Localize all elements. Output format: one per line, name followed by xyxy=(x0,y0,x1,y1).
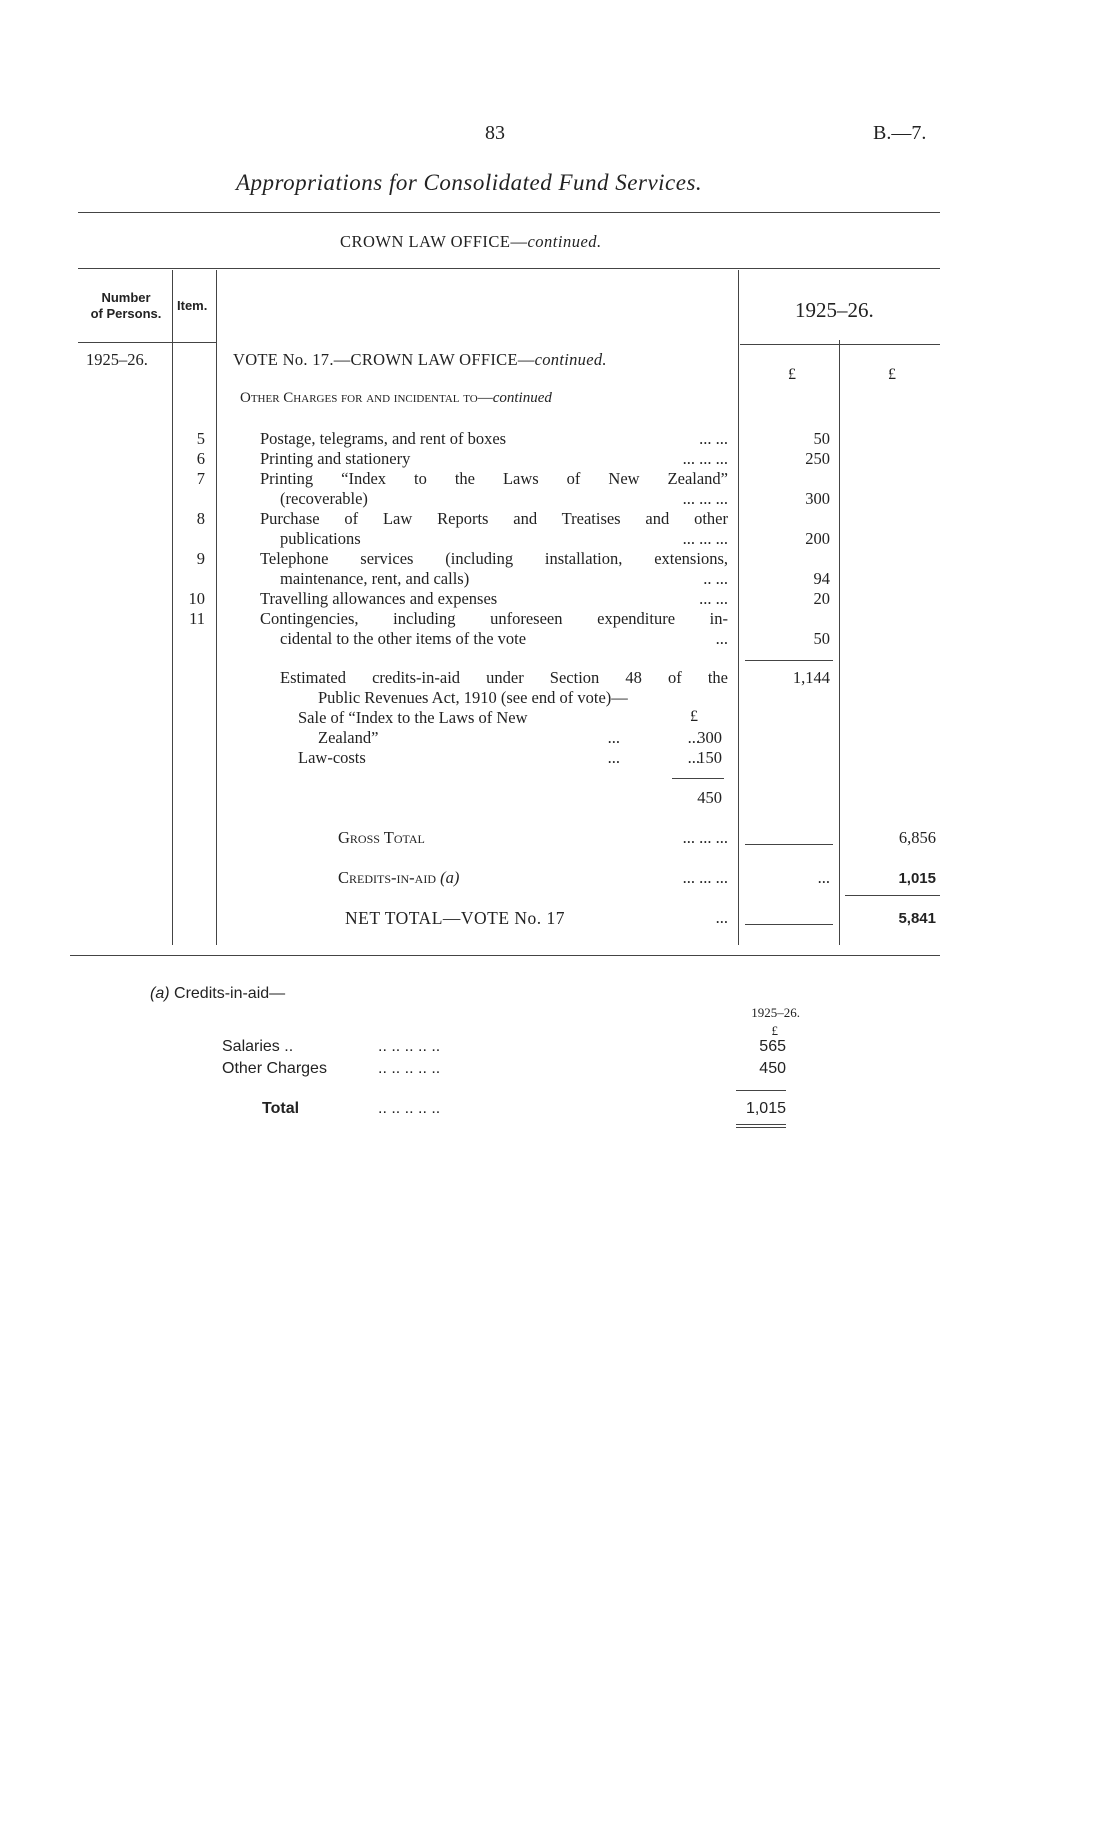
vote-heading-continued: continued. xyxy=(534,350,607,369)
credits-in-aid-ref: (a) xyxy=(440,868,460,887)
item-leaders: .. ... xyxy=(703,569,728,588)
item-number: 11 xyxy=(189,609,205,628)
item-description: Telephone services (including installation, extensions, xyxy=(260,549,728,568)
net-total-value: 5,841 xyxy=(898,910,936,927)
table-top-rule xyxy=(78,268,940,269)
item-leaders: ... ... ... xyxy=(682,489,728,508)
item-amount: 94 xyxy=(813,569,830,588)
column-header-persons-line2: of Persons. xyxy=(90,306,162,321)
item-description-line2: cidental to the other items of the vote xyxy=(280,629,527,648)
item-leaders: ... xyxy=(715,629,728,648)
gross-total-leaders: ... ... ... xyxy=(682,828,728,847)
column-rule-amounts xyxy=(839,340,840,945)
net-total-rule xyxy=(745,924,833,925)
credits-lawcosts-leaders: ... xyxy=(607,748,620,767)
pound-sign-col2: £ xyxy=(888,366,896,383)
item-description: Postage, telegrams, and rent of boxes xyxy=(260,429,507,448)
section-heading xyxy=(340,232,602,252)
net-total-leaders: ... xyxy=(715,908,728,927)
footnote-heading-text: Credits-in-aid— xyxy=(174,985,286,1002)
footnote-double-rule-top xyxy=(736,1124,786,1125)
item-number: 10 xyxy=(188,589,205,608)
item-amount: 20 xyxy=(813,589,830,608)
subtotal-amount: 1,144 xyxy=(792,668,830,687)
item-number: 9 xyxy=(196,549,205,568)
footnote-row-leaders: .. .. .. .. .. xyxy=(378,1060,441,1077)
title-rule xyxy=(78,212,940,213)
item-description: Travelling allowances and expenses xyxy=(260,589,498,608)
item-description-line2: publications xyxy=(280,529,361,548)
persons-year: 1925–26. xyxy=(86,350,148,369)
other-charges-heading-main: Other Charges for and incidental to— xyxy=(240,390,493,406)
credits-in-aid-leaders: ... ... ... xyxy=(682,868,728,887)
item-amount: 50 xyxy=(813,629,830,648)
gross-total-label xyxy=(338,828,425,848)
document-reference: B.—7. xyxy=(873,122,927,144)
page-number: 83 xyxy=(485,122,505,144)
footnote-row-label: Other Charges xyxy=(222,1060,327,1077)
footnote-row-leaders: .. .. .. .. .. xyxy=(378,1038,441,1055)
credits-in-aid-value: 1,015 xyxy=(898,870,936,887)
footnote-total-leaders: .. .. .. .. .. xyxy=(378,1100,441,1117)
credits-text-line1: Estimated credits-in-aid under Section 48 of the xyxy=(280,668,728,687)
footnote-pound-sign: £ xyxy=(771,1023,778,1038)
credits-sale-line2: Zealand” xyxy=(318,728,379,747)
item-number: 8 xyxy=(196,509,205,528)
item-leaders: ... ... ... xyxy=(682,529,728,548)
table-bottom-rule xyxy=(70,955,940,956)
credits-lawcosts-label: Law-costs xyxy=(298,748,366,767)
footnote-total-value: 1,015 xyxy=(745,1100,786,1117)
page-title: Appropriations for Consolidated Fund Services. xyxy=(236,170,703,195)
footnote-row-label: Salaries .. xyxy=(222,1038,294,1055)
column-header-persons xyxy=(82,290,170,322)
vote-heading xyxy=(233,350,607,370)
credits-in-aid-rule xyxy=(845,895,940,896)
credits-total-rule xyxy=(672,778,724,779)
credits-lawcosts-leaders-2: ... xyxy=(687,748,700,767)
gross-total-label-text: Gross Total xyxy=(338,828,425,847)
item-description: Printing and stationery xyxy=(260,449,411,468)
credits-pound-sign: £ xyxy=(690,708,698,725)
credits-in-aid-label-text: Credits-in-aid xyxy=(338,868,436,887)
footnote-double-rule-bottom xyxy=(736,1127,786,1128)
item-number: 6 xyxy=(196,449,205,468)
vote-heading-main: VOTE No. 17.—CROWN LAW OFFICE— xyxy=(233,350,535,369)
footnote-total-rule xyxy=(736,1090,786,1091)
footnote-total-label: Total xyxy=(262,1100,300,1117)
subtotal-rule xyxy=(745,660,833,661)
section-heading-main: CROWN LAW OFFICE— xyxy=(340,232,528,251)
credits-sale-leaders: ... xyxy=(607,728,620,747)
item-amount: 300 xyxy=(805,489,830,508)
item-description: Purchase of Law Reports and Treatises and other xyxy=(260,509,728,528)
item-number: 7 xyxy=(196,469,205,488)
header-rule-left xyxy=(78,342,216,343)
footnote-heading-ref: (a) xyxy=(150,985,170,1002)
footnote-row-value: 450 xyxy=(759,1060,786,1077)
credits-total-amount: 450 xyxy=(697,788,722,807)
item-number: 5 xyxy=(196,429,205,448)
column-rule-item xyxy=(216,270,217,945)
credits-sale-leaders-2: ... xyxy=(687,728,700,747)
column-header-persons-line1: Number xyxy=(101,290,151,305)
pound-sign-col1: £ xyxy=(788,366,796,383)
credits-text-line2: Public Revenues Act, 1910 (see end of vote)— xyxy=(318,688,628,707)
footnote-year: 1925–26. xyxy=(751,1005,800,1020)
item-description-line2: (recoverable) xyxy=(280,489,368,508)
gross-total-value: 6,856 xyxy=(898,828,936,847)
item-leaders: ... ... ... xyxy=(682,449,728,468)
footnote-row-value: 565 xyxy=(759,1038,786,1055)
credits-lawcosts-amount: 150 xyxy=(697,748,722,767)
item-leaders: ... ... xyxy=(699,429,728,448)
gross-total-rule xyxy=(745,844,833,845)
column-rule-description xyxy=(738,270,739,945)
column-rule-persons xyxy=(172,270,173,945)
credits-in-aid-label xyxy=(338,868,459,888)
credits-in-aid-dots: ... xyxy=(817,868,830,887)
item-description-line2: maintenance, rent, and calls) xyxy=(280,569,470,588)
credits-sale-amount: 300 xyxy=(697,728,722,747)
item-amount: 200 xyxy=(805,529,830,548)
item-amount: 50 xyxy=(813,429,830,448)
net-total-label: NET TOTAL—VOTE No. 17 xyxy=(345,908,566,928)
item-leaders: ... ... xyxy=(699,589,728,608)
item-description: Contingencies, including unforeseen expenditure in- xyxy=(260,609,728,628)
header-rule-right xyxy=(740,344,940,345)
column-header-item: Item. xyxy=(177,298,208,313)
other-charges-heading-continued: continued xyxy=(492,390,552,406)
item-amount: 250 xyxy=(805,449,830,468)
other-charges-heading xyxy=(240,390,552,407)
credits-sale-line1: Sale of “Index to the Laws of New xyxy=(298,708,528,727)
column-header-year: 1925–26. xyxy=(795,298,874,322)
item-description: Printing “Index to the Laws of New Zealand” xyxy=(260,469,728,488)
footnote-heading xyxy=(150,985,285,1003)
section-heading-continued: continued. xyxy=(527,232,602,251)
